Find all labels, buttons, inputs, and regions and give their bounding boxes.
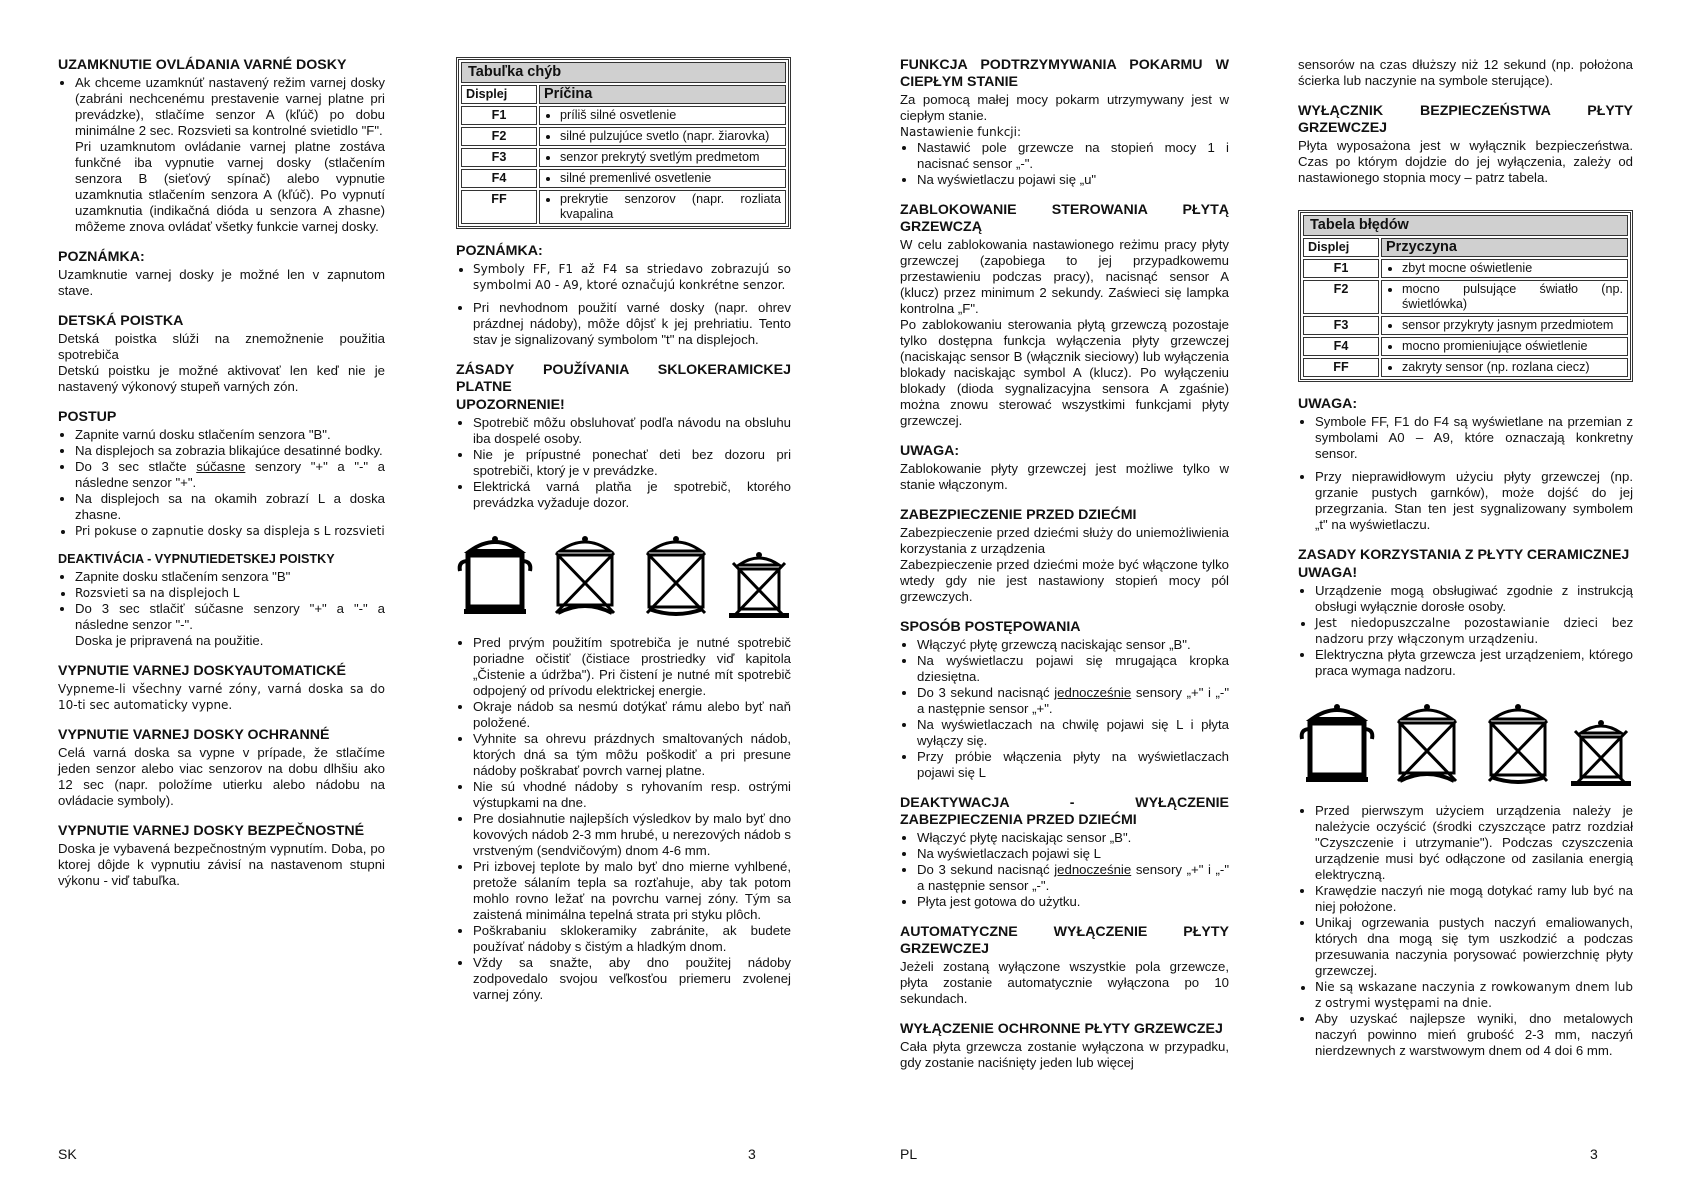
error-code: FF	[1303, 358, 1379, 377]
list-item: • Płyta jest gotowa do użytku.	[917, 894, 1229, 910]
heading-child-lock: DETSKÁ POISTKA	[58, 313, 184, 329]
table-row	[461, 106, 786, 125]
error-cause-cell	[539, 127, 786, 146]
pot-correct-icon	[456, 531, 534, 621]
list-item: • Do 3 sec stlačiť súčasne senzory "+" a "-" a následne senzor "-".	[75, 601, 385, 633]
table-row	[461, 127, 786, 146]
heading-usage-rules: ZASADY KORZYSTANIA Z PŁYTY CERAMICZNEJ	[1298, 547, 1630, 563]
error-cause-cell	[539, 169, 786, 188]
auto-off-text: Jeżeli zostaną wyłączone wszystkie pola grzewcze, płyta zostanie automatycznie wyłączona po 10 sekundach.	[900, 959, 1229, 1006]
error-code: F2	[1303, 280, 1379, 314]
footer-language-pl: PL	[900, 1146, 918, 1162]
heading-warning: UWAGA!	[1298, 565, 1358, 581]
error-table-header-display: Displej	[461, 85, 537, 104]
text: sensory „+" i „-" a następnie sensor „-".	[917, 862, 1229, 893]
deactivation-list	[58, 569, 385, 633]
error-cause-cell	[539, 106, 786, 125]
list-item: • Pri nevhodnom použití varné dosky (napr. ohrev prázdnej nádoby), môže dôjsť k jej prehriatiu. Tento stav je signalizovaný symbolom "t" na displejoch.	[473, 300, 791, 348]
error-table-header-display: Displej	[1303, 238, 1379, 257]
error-table-caption: Tabuľka chýb	[461, 62, 786, 83]
text: Do 3 sec stlačte	[75, 459, 197, 474]
text: sensory „+" i „-" a następnie sensor „+".	[917, 685, 1229, 716]
table-row	[461, 169, 786, 188]
error-cause: • zakryty sensor (np. rozlana ciecz)	[1402, 360, 1623, 375]
list-item: • Zapnite dosku stlačením senzora "B"	[75, 569, 385, 585]
auto-off-text: Vypneme-li všechny varné zóny, varná doska sa do 10-ti sec automaticky vypne.	[58, 682, 385, 712]
control-lock-text-1: W celu zablokowania nastawionego reżimu pracy płyty grzewczej (zapobiega to jej przypadkowemu przestawieniu podczas pracy), nacisnąć sensor A (klucz) przez minimum 2 sekundy. Zaświeci się lampka kontrolna „F".	[900, 237, 1229, 316]
list-item: • Pred prvým použitím spotrebiča je nutné spotrebič poriadne očistiť (čistiace prostriedky viď kapitola „Čistenie a údržba"). Pri čistení je nutné mít spotrebič odpojený od prívodu elektrickej energie.	[473, 635, 791, 699]
lock-list	[58, 75, 385, 139]
pot-wrong-icon	[546, 531, 624, 621]
heading-uwaga: UWAGA:	[900, 443, 960, 459]
heading-deactivation: DEAKTIVÁCIA - VYPNUTIEDETSKEJ POISTKY	[58, 552, 335, 566]
footer-language-sk: SK	[58, 1146, 77, 1162]
error-cause-cell	[1381, 259, 1628, 278]
error-table-caption: Tabela błędów	[1303, 215, 1628, 236]
deactivation-continuation: Doska je pripravená na použitie.	[75, 633, 264, 648]
continued-text: sensorów na czas dłuższy niż 12 sekund (np. położona ścierka lub naczynie na symbole sterujące).	[1298, 57, 1633, 88]
heading-auto-off: VYPNUTIE VARNEJ DOSKYAUTOMATICKÉ	[58, 663, 346, 679]
list-item: • Jest niedopuszczalne pozostawianie dzieci bez nadzoru przy włączonym urządzeniu.	[1315, 615, 1633, 647]
heading-child-lock: ZABEZPIECZENIE PRZED DZIEĆMI	[900, 507, 1137, 523]
heading-deactivation: DEAKTYWACJA - WYŁĄCZENIE ZABEZPIECZENIA PRZED DZIEĆMI	[900, 795, 1229, 828]
heading-procedure: SPOSÓB POSTĘPOWANIA	[900, 619, 1081, 635]
error-cause: • mocno pulsujące światło (np. świetlówka)	[1402, 282, 1623, 312]
heading-uwaga: UWAGA:	[1298, 396, 1358, 412]
heading-keep-warm: FUNKCJA PODTRZYMYWANIA POKARMU W CIEPŁYM STANIE	[900, 57, 1229, 90]
keep-warm-list	[900, 140, 1229, 188]
list-item: • Nie je prípustné ponechať deti bez dozoru pri spotrebiči, ktorý je v prevádzke.	[473, 447, 791, 479]
heading-warning: UPOZORNENIE!	[456, 397, 565, 413]
safety-off-text: Doska je vybavená bezpečnostným vypnutím. Doba, po ktorej dôjde k vypnutiu závisí na nastavenom stupni výkonu - viď tabuľka.	[58, 841, 385, 888]
keep-warm-setting-label: Nastawienie funkcji:	[900, 125, 1022, 139]
error-cause: • prekrytie senzorov (napr. rozliata kvapalina	[560, 192, 781, 222]
error-cause-cell	[1381, 316, 1628, 335]
error-table-header-cause: Przyczyna	[1381, 238, 1628, 257]
list-item: • Symbole FF, F1 do F4 są wyświetlane na przemian z symbolami A0 – A9, które oznaczają konkretny sensor.	[1315, 414, 1633, 462]
warning-list	[1298, 583, 1633, 679]
cookware-illustration	[1298, 697, 1633, 789]
error-code: F3	[1303, 316, 1379, 335]
pot-small-wrong-icon	[1569, 715, 1633, 789]
procedure-list	[900, 637, 1229, 781]
list-item: • Symboly FF, F1 až F4 sa striedavo zobrazujú so symbolmi A0 - A9, ktoré označujú konkrétne senzor.	[473, 261, 791, 293]
table-row	[1303, 358, 1628, 377]
list-item: • Vždy sa snažte, aby dno použitej nádoby zodpovedalo svojou veľkosťou priemeru zvolenej varnej zóny.	[473, 955, 791, 1003]
protective-off-text: Cała płyta grzewcza zostanie wyłączona w przypadku, gdy zostanie naciśnięty jeden lub więcej	[900, 1039, 1229, 1070]
pot-small-wrong-icon	[727, 547, 791, 621]
pot-wrong-icon	[637, 531, 715, 621]
list-item: • Pri izbovej teplote by malo byť dno mierne vyhlbené, pretože sálaním tepla sa rozťahuje, aby tak potom mohlo rovno ležať na povrchu varnej zóny. Tým sa zaistená minimálna tepelná strata pri styku plôch.	[473, 859, 791, 923]
list-item: • Na wyświetlaczu pojawi się mrugająca kropka dziesiętna.	[917, 653, 1229, 685]
list-item: • Zapnite varnú dosku stlačením senzora "B".	[75, 427, 385, 443]
control-lock-text-2: Po zablokowaniu sterowania płytą grzewczą pozostaje tylko dostępna funkcja wyłączenia płyty grzewczej (naciskając sensor B (włącznik sieciowy) lub wyłączenia blokady naciskając symbol A (klucz). Po wyłączeniu blokady (dioda sygnalizacyjna sensora A zgaśnie) można znowu sterować wszystkimi funkcjami płyty grzewczej.	[900, 317, 1229, 428]
list-item	[917, 862, 1229, 894]
safety-switch-text: Płyta wyposażona jest w wyłącznik bezpieczeństwa. Czas po którym dojdzie do jej wyłączenia, zależy od nastawionego stopnia mocy – patrz tabela.	[1298, 138, 1633, 185]
column-pl-left	[900, 57, 1229, 1071]
error-cause: • zbyt mocne oświetlenie	[1402, 261, 1623, 276]
error-cause: • silné pulzujúce svetlo (napr. žiarovka)	[560, 129, 781, 144]
error-code: F3	[461, 148, 537, 167]
list-item: • Na displejoch sa na okamih zobrazí L a doska zhasne.	[75, 491, 385, 523]
child-lock-text-1: Detská poistka slúži na znemožnenie použitia spotrebiča	[58, 331, 385, 362]
error-code: F4	[1303, 337, 1379, 356]
child-lock-text-2: Detskú poistku je možné aktivovať len keď nie je nastavený výkonový stupeň varných zón.	[58, 363, 385, 394]
list-item: • Elektryczna płyta grzewcza jest urządzeniem, którego praca wymaga nadzoru.	[1315, 647, 1633, 679]
list-item: • Włączyć płytę grzewczą naciskając sensor „B".	[917, 637, 1229, 653]
heading-note: POZNÁMKA:	[58, 249, 145, 265]
list-item: • Włączyć płytę naciskając sensor „B".	[917, 830, 1229, 846]
error-cause-cell	[539, 148, 786, 167]
error-cause: • sensor przykryty jasnym przedmiotem	[1402, 318, 1623, 333]
underlined-text: jednocześnie	[1054, 685, 1132, 700]
text: Do 3 sekund nacisnąć	[917, 862, 1055, 877]
heading-safety-switch: WYŁĄCZNIK BEZPIECZEŃSTWA PŁYTY GRZEWCZEJ	[1298, 103, 1633, 136]
usage-rules-list	[1298, 803, 1633, 1059]
list-item: • Na wyświetlaczu pojawi się „u"	[917, 172, 1229, 188]
child-lock-text-1: Zabezpieczenie przed dziećmi służy do uniemożliwienia korzystania z urządzenia	[900, 525, 1229, 556]
heading-usage-rules: ZÁSADY POUŽÍVANIA SKLOKERAMICKEJ PLATNE	[456, 362, 791, 395]
heading-note: POZNÁMKA:	[456, 243, 543, 259]
error-table	[1298, 210, 1633, 382]
error-code: FF	[461, 190, 537, 224]
heading-auto-off: AUTOMATYCZNE WYŁĄCZENIE PŁYTY GRZEWCZEJ	[900, 924, 1229, 957]
list-item: • Na wyświetlaczach pojawi się L	[917, 846, 1229, 862]
text: senzory "+" a "-" a následne senzor "+".	[75, 459, 386, 490]
error-cause-cell	[539, 190, 786, 224]
heading-safety-off: VYPNUTIE VARNEJ DOSKY BEZPEČNOSTNÉ	[58, 823, 365, 839]
list-item: • Unikaj ogrzewania pustych naczyń emaliowanych, których dna mogą się tym uszkodzić a podczas przesuwania naczynia porysować powierzchnię płyty grzewczej.	[1315, 915, 1633, 979]
error-cause: • silné premenlivé osvetlenie	[560, 171, 781, 186]
list-item	[75, 459, 385, 491]
cookware-illustration	[456, 529, 791, 621]
list-item: • Aby uzyskać najlepsze wyniki, dno metalowych naczyń powinno mień grubość 2-3 mm, naczyń nierdzewnych z warstwowym dnem od 4 doi 6 mm.	[1315, 1011, 1633, 1059]
error-cause: • mocno promieniujące oświetlenie	[1402, 339, 1623, 354]
deactivation-list	[900, 830, 1229, 910]
list-item: • Rozsvieti sa na displejoch L	[75, 585, 385, 601]
list-item: • Vyhnite sa ohrevu prázdnych smaltovaných nádob, ktorých dná sa tým môžu poškodiť a pri presune nádoby poškrabať povrch varnej platne.	[473, 731, 791, 779]
list-item: • Na wyświetlaczach na chwilę pojawi się L i płyta wyłączy się.	[917, 717, 1229, 749]
pot-wrong-icon	[1388, 699, 1466, 789]
table-row	[1303, 280, 1628, 314]
error-table	[456, 57, 791, 229]
list-item: • Nastawić pole grzewcze na stopień mocy 1 i nacisnać sensor „-".	[917, 140, 1229, 172]
list-item: • Nie są wskazane naczynia z rowkowanym dnem lub z ostrymi występami na dnie.	[1315, 979, 1633, 1011]
list-item: • Pre dosiahnutie najlepších výsledkov by malo byť dno kovových nádob 2-3 mm hrubé, u nerezových nádob s vrstveným (sendvičovým) dnom 4-6 mm.	[473, 811, 791, 859]
uwaga-text: Zablokowanie płyty grzewczej jest możliwe tylko w stanie włączonym.	[900, 461, 1229, 492]
underlined-text: jednocześnie	[1054, 862, 1132, 877]
table-row	[461, 190, 786, 224]
list-item: • Elektrická varná platňa je spotrebič, ktorého prevádzka vyžaduje dozor.	[473, 479, 791, 511]
heading-protective-off: VYPNUTIE VARNEJ DOSKY OCHRANNÉ	[58, 727, 330, 743]
list-item: • Urządzenie mogą obsługiwać zgodnie z instrukcją obsługi wyłącznie dorosłe osoby.	[1315, 583, 1633, 615]
warning-list	[456, 415, 791, 511]
heading-control-lock: ZABLOKOWANIE STEROWANIA PŁYTĄ GRZEWCZĄ	[900, 202, 1229, 235]
error-table-header-cause: Príčina	[539, 85, 786, 104]
footer-page-number-right: 3	[1590, 1146, 1598, 1162]
error-code: F1	[1303, 259, 1379, 278]
underlined-text: súčasne	[196, 459, 246, 474]
note-text: Uzamknutie varnej dosky je možné len v zapnutom stave.	[58, 267, 385, 298]
error-cause-cell	[1381, 280, 1628, 314]
procedure-list	[58, 427, 385, 539]
list-item: • Poškrabaniu sklokeramiky zabránite, ak budete používať nádoby s čistým a hladkým dnom.	[473, 923, 791, 955]
error-cause: • príliš silné osvetlenie	[560, 108, 781, 123]
error-code: F1	[461, 106, 537, 125]
keep-warm-text: Za pomocą małej mocy pokarm utrzymywany jest w ciepłym stanie.	[900, 92, 1229, 123]
error-cause-cell	[1381, 337, 1628, 356]
table-row	[1303, 316, 1628, 335]
uwaga-list	[1298, 414, 1633, 533]
error-code: F4	[461, 169, 537, 188]
usage-rules-list	[456, 635, 791, 1003]
heading-procedure: POSTUP	[58, 409, 117, 425]
column-sk-right	[456, 57, 791, 1003]
list-item: • Nie sú vhodné nádoby s ryhovaním resp. ostrými výstupkami na dne.	[473, 779, 791, 811]
heading-protective-off: WYŁĄCZENIE OCHRONNE PŁYTY GRZEWCZEJ	[900, 1021, 1223, 1037]
list-item: • Pri pokuse o zapnutie dosky sa displeja s L rozsvieti	[75, 523, 385, 539]
error-code: F2	[461, 127, 537, 146]
table-row	[1303, 337, 1628, 356]
list-item: • Ak chceme uzamknúť nastavený režim varnej dosky (zabráni nechcenému prestavenie varnej platne pri prevádzke), stlačíme senzor A (kľúč) po dobu minimálne 2 sec. Rozsvieti sa kontrolné svietidlo "F".	[75, 75, 385, 139]
note-list	[456, 261, 791, 348]
list-item: • Spotrebič môžu obsluhovať podľa návodu na obsluhu iba dospelé osoby.	[473, 415, 791, 447]
child-lock-text-2: Zabezpieczenie przed dziećmi może być włączone tylko wtedy gdy nie jest nastawiony stopień mocy pól grzewczych.	[900, 557, 1229, 604]
footer-page-number-left: 3	[748, 1146, 756, 1162]
list-item: • Krawędzie naczyń nie mogą dotykać ramy lub być na niej położone.	[1315, 883, 1633, 915]
column-sk-left	[58, 57, 385, 889]
lock-continuation: Pri uzamknutom ovládanie varnej platne zostáva funkčné iba vypnutie varnej dosky (stlačením senzora B (sieťový spínač) alebo vypnutie uzamknutia stlačením senzora A (kľúč). Po vypnutí uzamknutia (indikačná dióda u senzora A zhasne) môžeme znova ovládať všetky funkcie varnej dosky.	[75, 139, 385, 234]
text: Do 3 sekund nacisnąć	[917, 685, 1055, 700]
table-row	[1303, 259, 1628, 278]
column-pl-right	[1298, 57, 1633, 1059]
table-row	[461, 148, 786, 167]
pot-wrong-icon	[1479, 699, 1557, 789]
list-item: • Okraje nádob sa nesmú dotýkať rámu alebo byť naň položené.	[473, 699, 791, 731]
protective-off-text: Celá varná doska sa vypne v prípade, že stlačíme jeden senzor alebo viac senzorov na dobu dlhšiu ako 12 sec (napr. položíme utierku alebo nádobu na ovládacie symboly).	[58, 745, 385, 808]
pot-correct-icon	[1298, 699, 1376, 789]
list-item: • Przed pierwszym użyciem urządzenia należy je należycie oczyścić (środki czyszczące patrz rozdział "Czyszczenie i utrzymanie"). Podczas czyszczenia urządzenie musi być odłączone od zasilania energią elektryczną.	[1315, 803, 1633, 883]
list-item: • Na displejoch sa zobrazia blikajúce desatinné bodky.	[75, 443, 385, 459]
error-cause-cell	[1381, 358, 1628, 377]
error-cause: • senzor prekrytý svetlým predmetom	[560, 150, 781, 165]
list-item: • Przy nieprawidłowym użyciu płyty grzewczej (np. grzanie pustych garnków), może dojść do jej przegrzania. Stan ten jest sygnalizowany symbolem „t" na wyświetlaczu.	[1315, 469, 1633, 533]
list-item: • Przy próbie włączenia płyty na wyświetlaczach pojawi się L	[917, 749, 1229, 781]
heading-lock: UZAMKNUTIE OVLÁDANIA VARNÉ DOSKY	[58, 57, 347, 73]
list-item	[917, 685, 1229, 717]
